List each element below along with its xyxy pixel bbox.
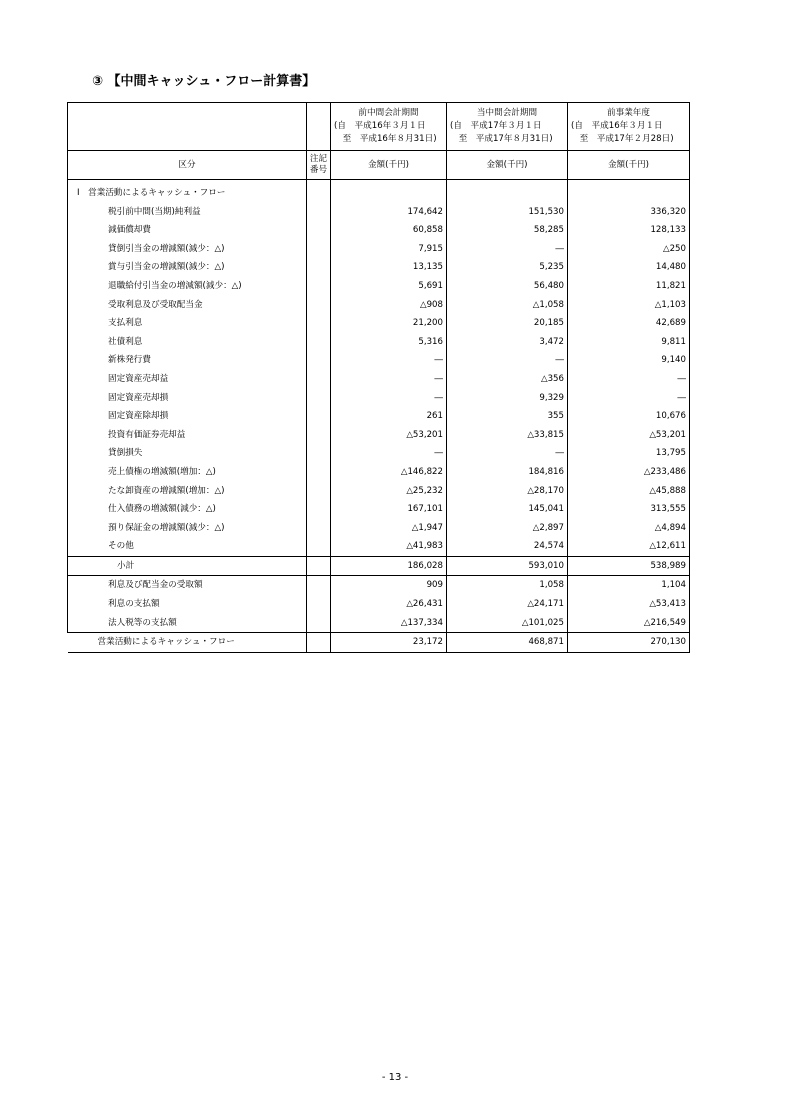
current-interim-value: 9,329 — [447, 389, 568, 408]
note-cell — [307, 221, 331, 240]
table-row — [68, 576, 690, 595]
row-label: 退職給付引当金の増減額(減少：△) — [68, 277, 307, 296]
prior-year-value: △45,888 — [568, 482, 690, 501]
cash-flow-table — [67, 102, 690, 653]
note-cell — [307, 277, 331, 296]
subtotal-row — [68, 556, 690, 576]
note-cell — [307, 463, 331, 482]
table-row — [68, 240, 690, 259]
table-row — [68, 277, 690, 296]
prior-interim-value: 5,316 — [331, 333, 447, 352]
prior-interim-value: △53,201 — [331, 426, 447, 445]
prior-interim-value: 167,101 — [331, 500, 447, 519]
current-interim-value: 468,871 — [447, 633, 568, 653]
column-header-row — [68, 151, 690, 180]
current-interim-value: △1,058 — [447, 296, 568, 315]
row-label: 固定資産売却益 — [68, 370, 307, 389]
table-row — [68, 389, 690, 408]
table-row — [68, 203, 690, 222]
prior-interim-value: ― — [331, 370, 447, 389]
prior-interim-value: 13,135 — [331, 258, 447, 277]
current-interim-value: ― — [447, 351, 568, 370]
current-interim-value: 151,530 — [447, 203, 568, 222]
row-label: 新株発行費 — [68, 351, 307, 370]
table-row — [68, 221, 690, 240]
section-title: Ⅰ 営業活動によるキャッシュ・フロー — [68, 180, 307, 203]
period-name: 前事業年度 — [607, 108, 650, 118]
current-interim-value: △2,897 — [447, 519, 568, 538]
row-label: 預り保証金の増減額(減少：△) — [68, 519, 307, 538]
prior-year-value: 42,689 — [568, 314, 690, 333]
note-cell — [307, 633, 331, 653]
row-label: たな卸資産の増減額(増加：△) — [68, 482, 307, 501]
prior-interim-value: △146,822 — [331, 463, 447, 482]
period-to: 至 平成16年８月31日) — [334, 134, 437, 144]
row-label: 利息の支払額 — [68, 595, 307, 614]
period-from: (自 平成16年３月１日 — [334, 121, 426, 131]
row-label: 社債利息 — [68, 333, 307, 352]
current-interim-value: 24,574 — [447, 537, 568, 556]
prior-year-value: △12,611 — [568, 537, 690, 556]
note-cell — [307, 519, 331, 538]
prior-interim-value: 261 — [331, 407, 447, 426]
row-label: 固定資産売却損 — [68, 389, 307, 408]
row-label: 減価償却費 — [68, 221, 307, 240]
note-cell — [307, 556, 331, 576]
section-title-row — [68, 180, 690, 203]
row-label: 投資有価証券売却益 — [68, 426, 307, 445]
label-column-header: 区分 — [68, 151, 307, 180]
row-label: 利息及び配当金の受取額 — [68, 576, 307, 595]
note-cell — [307, 180, 331, 203]
current-interim-value: △28,170 — [447, 482, 568, 501]
prior-interim-value: ― — [331, 351, 447, 370]
prior-year-value: 336,320 — [568, 203, 690, 222]
page-number: - 13 - — [381, 1072, 409, 1083]
period-header-prior-interim — [331, 103, 447, 151]
amount-column-header: 金額(千円) — [447, 151, 568, 180]
prior-year-value: 1,104 — [568, 576, 690, 595]
total-row — [68, 633, 690, 653]
note-cell — [307, 296, 331, 315]
period-header-current-interim — [447, 103, 568, 151]
note-cell — [307, 333, 331, 352]
period-header-prior-year — [568, 103, 690, 151]
prior-year-value: 313,555 — [568, 500, 690, 519]
current-interim-value: 5,235 — [447, 258, 568, 277]
current-interim-value: 1,058 — [447, 576, 568, 595]
note-cell — [307, 240, 331, 259]
row-label: その他 — [68, 537, 307, 556]
statement-heading: ③ 【中間キャッシュ・フロー計算書】 — [92, 74, 316, 89]
value-cell — [447, 180, 568, 203]
table-row — [68, 519, 690, 538]
table-row — [68, 296, 690, 315]
current-interim-value: 184,816 — [447, 463, 568, 482]
table-row — [68, 426, 690, 445]
value-cell — [331, 180, 447, 203]
row-label: 小計 — [68, 556, 307, 576]
table-row — [68, 537, 690, 556]
note-cell — [307, 537, 331, 556]
period-name: 前中間会計期間 — [358, 108, 419, 118]
current-interim-value: ― — [447, 240, 568, 259]
prior-interim-value: △26,431 — [331, 595, 447, 614]
current-interim-value: △33,815 — [447, 426, 568, 445]
note-cell — [307, 614, 331, 633]
note-cell — [307, 314, 331, 333]
prior-interim-value: △41,983 — [331, 537, 447, 556]
prior-interim-value: 186,028 — [331, 556, 447, 576]
prior-year-value: △233,486 — [568, 463, 690, 482]
period-header-row — [68, 103, 690, 151]
prior-interim-value: 23,172 — [331, 633, 447, 653]
prior-interim-value: 909 — [331, 576, 447, 595]
prior-interim-value: △25,232 — [331, 482, 447, 501]
prior-year-value: △53,201 — [568, 426, 690, 445]
prior-year-value: ― — [568, 370, 690, 389]
note-cell — [307, 482, 331, 501]
prior-interim-value: ― — [331, 444, 447, 463]
note-column-header: 注記 番号 — [307, 151, 331, 180]
row-label: 営業活動によるキャッシュ・フロー — [68, 633, 307, 653]
prior-interim-value: 7,915 — [331, 240, 447, 259]
prior-interim-value: 21,200 — [331, 314, 447, 333]
row-label: 賞与引当金の増減額(減少：△) — [68, 258, 307, 277]
prior-year-value: 9,140 — [568, 351, 690, 370]
table-row — [68, 351, 690, 370]
prior-year-value: 9,811 — [568, 333, 690, 352]
row-label: 支払利息 — [68, 314, 307, 333]
prior-year-value: △250 — [568, 240, 690, 259]
header-blank-cell — [68, 103, 307, 151]
current-interim-value: 58,285 — [447, 221, 568, 240]
prior-year-value: △1,103 — [568, 296, 690, 315]
note-cell — [307, 595, 331, 614]
row-label: 法人税等の支払額 — [68, 614, 307, 633]
prior-year-value: 10,676 — [568, 407, 690, 426]
period-from: (自 平成17年３月１日 — [450, 121, 542, 131]
period-to: 至 平成17年８月31日) — [450, 134, 553, 144]
current-interim-value: 3,472 — [447, 333, 568, 352]
current-interim-value: △356 — [447, 370, 568, 389]
table-row — [68, 333, 690, 352]
current-interim-value: 56,480 — [447, 277, 568, 296]
prior-interim-value: △1,947 — [331, 519, 447, 538]
note-cell — [307, 389, 331, 408]
note-cell — [307, 407, 331, 426]
prior-year-value: ― — [568, 389, 690, 408]
table-row — [68, 444, 690, 463]
row-label: 税引前中間(当期)純利益 — [68, 203, 307, 222]
table-row — [68, 463, 690, 482]
note-cell — [307, 500, 331, 519]
note-cell — [307, 576, 331, 595]
current-interim-value: 355 — [447, 407, 568, 426]
prior-year-value: 270,130 — [568, 633, 690, 653]
current-interim-value: △101,025 — [447, 614, 568, 633]
prior-interim-value: 174,642 — [331, 203, 447, 222]
row-label: 受取利息及び受取配当金 — [68, 296, 307, 315]
table-row — [68, 482, 690, 501]
current-interim-value: 20,185 — [447, 314, 568, 333]
note-cell — [307, 444, 331, 463]
current-interim-value: 593,010 — [447, 556, 568, 576]
prior-year-value: 13,795 — [568, 444, 690, 463]
table-row — [68, 370, 690, 389]
header-blank-note-cell — [307, 103, 331, 151]
amount-column-header: 金額(千円) — [568, 151, 690, 180]
amount-column-header: 金額(千円) — [331, 151, 447, 180]
table-row — [68, 258, 690, 277]
note-cell — [307, 370, 331, 389]
table-row — [68, 314, 690, 333]
row-label: 貸倒損失 — [68, 444, 307, 463]
row-label: 売上債権の増減額(増加：△) — [68, 463, 307, 482]
table-row — [68, 595, 690, 614]
current-interim-value: ― — [447, 444, 568, 463]
prior-interim-value: 60,858 — [331, 221, 447, 240]
prior-year-value: 128,133 — [568, 221, 690, 240]
row-label: 固定資産除却損 — [68, 407, 307, 426]
prior-year-value: 538,989 — [568, 556, 690, 576]
prior-interim-value: △908 — [331, 296, 447, 315]
prior-year-value: △53,413 — [568, 595, 690, 614]
table-row — [68, 407, 690, 426]
period-from: (自 平成16年３月１日 — [571, 121, 663, 131]
row-label: 貸倒引当金の増減額(減少：△) — [68, 240, 307, 259]
note-cell — [307, 351, 331, 370]
period-name: 当中間会計期間 — [476, 108, 538, 118]
table-row — [68, 614, 690, 633]
prior-interim-value: 5,691 — [331, 277, 447, 296]
prior-year-value: △216,549 — [568, 614, 690, 633]
prior-year-value: 11,821 — [568, 277, 690, 296]
note-cell — [307, 203, 331, 222]
prior-interim-value: ― — [331, 389, 447, 408]
note-cell — [307, 258, 331, 277]
prior-year-value: 14,480 — [568, 258, 690, 277]
prior-year-value: △4,894 — [568, 519, 690, 538]
table-row — [68, 500, 690, 519]
current-interim-value: 145,041 — [447, 500, 568, 519]
row-label: 仕入債務の増減額(減少：△) — [68, 500, 307, 519]
note-cell — [307, 426, 331, 445]
value-cell — [568, 180, 690, 203]
period-to: 至 平成17年２月28日) — [571, 134, 674, 144]
prior-interim-value: △137,334 — [331, 614, 447, 633]
current-interim-value: △24,171 — [447, 595, 568, 614]
